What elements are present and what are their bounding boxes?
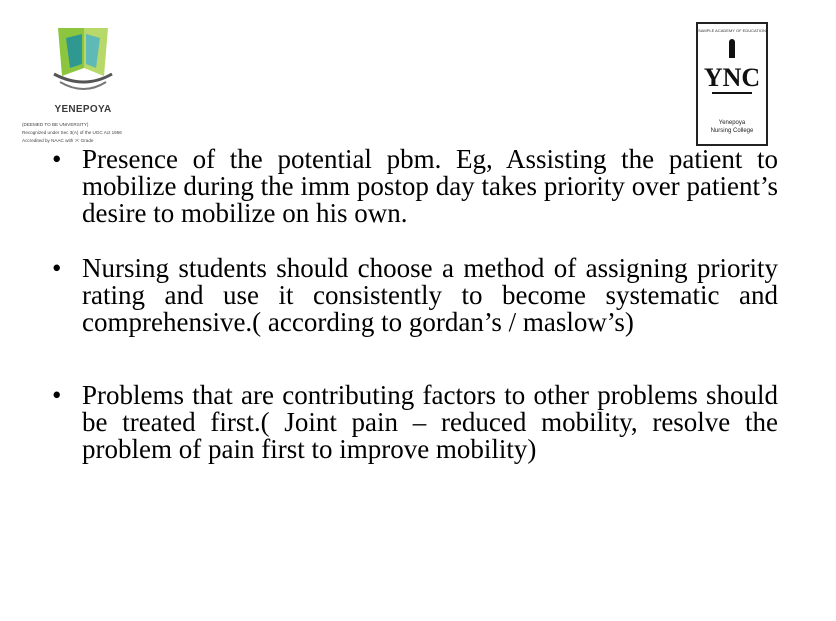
bullet-text: Problems that are contributing factors to other problems should be treated first.( Joint pain – reduced mobility, resolve the problem of pain first to improve mobility) xyxy=(82,380,778,464)
logo-right-name-2: Nursing College xyxy=(710,128,754,134)
logo-left-line1: (DEEMED TO BE UNIVERSITY) xyxy=(22,122,89,127)
logo-right-top-text: SAMPLE ACADEMY OF EDUCATION xyxy=(698,28,766,33)
nursing-lamp-emblem-icon xyxy=(703,38,761,98)
yenepoya-emblem-icon xyxy=(48,24,118,100)
bullet-item xyxy=(52,255,778,336)
bullet-item xyxy=(52,382,778,463)
bullet-icon: • xyxy=(52,253,62,283)
logo-left-line2: Recognized under Sec 3(A) of the UGC Act 1956 xyxy=(22,130,122,135)
bullet-item xyxy=(52,146,778,227)
logo-left-line3: Accredited by NAAC with 'A' Grade xyxy=(22,138,94,143)
bullet-text: Nursing students should choose a method of assigning priority rating and use it consistently to become systematic and comprehensive.( according to gordan’s / maslow’s) xyxy=(82,253,778,337)
bullet-list xyxy=(52,146,778,463)
bullet-text: Presence of the potential pbm. Eg, Assisting the patient to mobilize during the imm postop day takes priority over patient’s desire to mobilize on his own. xyxy=(82,144,778,228)
logo-right-name-1: Yenepoya xyxy=(718,120,746,126)
bullet-icon: • xyxy=(52,380,62,410)
yenepoya-nursing-college-logo xyxy=(696,22,768,146)
yenepoya-university-logo xyxy=(22,24,144,148)
bullet-icon: • xyxy=(52,144,62,174)
logo-left-name: YENEPOYA xyxy=(54,104,112,115)
svg-text:YNC: YNC xyxy=(703,63,761,92)
